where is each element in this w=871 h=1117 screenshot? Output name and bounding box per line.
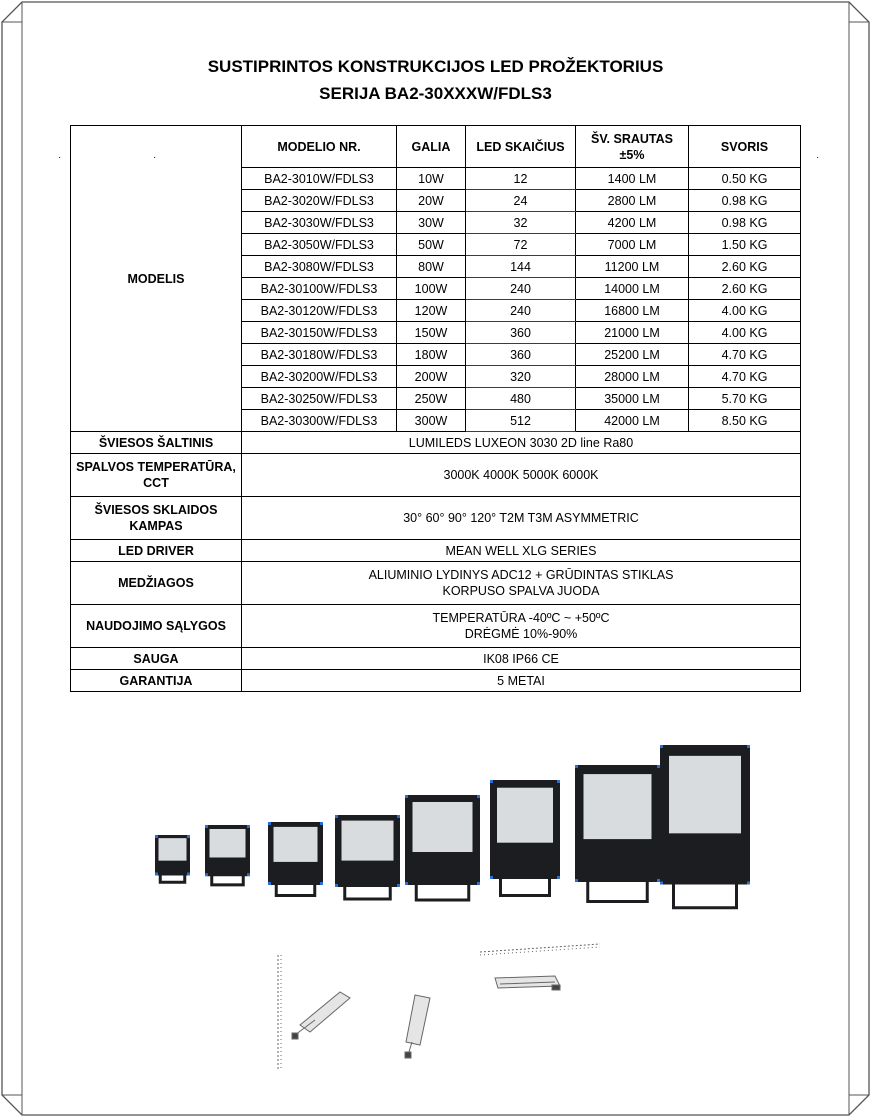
spec-label: SPALVOS TEMPERATŪRA, CCT	[71, 454, 242, 497]
floodlight	[490, 780, 560, 896]
model-cell: BA2-30200W/FDLS3	[242, 366, 397, 388]
model-cell: BA2-30120W/FDLS3	[242, 300, 397, 322]
spec-label: LED DRIVER	[71, 540, 242, 562]
leds-cell: 240	[466, 278, 576, 300]
spec-value-line: DRĖGMĖ 10%-90%	[464, 627, 578, 641]
spec-value	[242, 648, 801, 670]
header-leds: LED SKAIČIUS	[466, 126, 576, 168]
flux-cell: 25200 LM	[576, 344, 689, 366]
dot-mark: ·	[153, 152, 157, 163]
model-cell: BA2-3050W/FDLS3	[242, 234, 397, 256]
weight-cell: 0.98 KG	[689, 190, 801, 212]
spec-value-line: 30° 60° 90° 120° T2M T3M ASYMMETRIC	[403, 511, 639, 525]
model-cell: BA2-30250W/FDLS3	[242, 388, 397, 410]
floodlight	[205, 825, 250, 885]
flux-cell: 4200 LM	[576, 212, 689, 234]
weight-cell: 4.70 KG	[689, 366, 801, 388]
spec-row	[71, 497, 801, 540]
model-cell: BA2-30180W/FDLS3	[242, 344, 397, 366]
leds-cell: 24	[466, 190, 576, 212]
power-cell: 10W	[397, 168, 466, 190]
spec-value-line: MEAN WELL XLG SERIES	[445, 543, 597, 558]
flux-cell: 35000 LM	[576, 388, 689, 410]
spec-value-line: TEMPERATŪRA -40ºC ~ +50ºC	[432, 611, 610, 625]
flux-cell: 7000 LM	[576, 234, 689, 256]
spec-label: GARANTIJA	[71, 670, 242, 692]
flux-cell: 42000 LM	[576, 410, 689, 432]
spec-row	[71, 670, 801, 692]
flux-cell: 16800 LM	[576, 300, 689, 322]
spec-value	[242, 670, 801, 692]
leds-cell: 360	[466, 322, 576, 344]
model-cell: BA2-3020W/FDLS3	[242, 190, 397, 212]
spec-label: SAUGA	[71, 648, 242, 670]
power-cell: 80W	[397, 256, 466, 278]
weight-cell: 0.50 KG	[689, 168, 801, 190]
leds-cell: 32	[466, 212, 576, 234]
weight-cell: 4.00 KG	[689, 300, 801, 322]
power-cell: 20W	[397, 190, 466, 212]
spec-table	[70, 125, 801, 692]
weight-cell: 8.50 KG	[689, 410, 801, 432]
floodlight	[660, 745, 750, 908]
spec-row	[71, 648, 801, 670]
header-power: GALIA	[397, 126, 466, 168]
leds-cell: 320	[466, 366, 576, 388]
spec-label: ŠVIESOS SKLAIDOS KAMPAS	[71, 497, 242, 540]
floodlight	[405, 795, 480, 900]
flux-cell: 14000 LM	[576, 278, 689, 300]
power-cell: 50W	[397, 234, 466, 256]
weight-cell: 2.60 KG	[689, 256, 801, 278]
floodlight-product-image	[150, 740, 750, 915]
leds-cell: 144	[466, 256, 576, 278]
dot-mark: ·	[58, 152, 62, 163]
mounting-diagrams	[270, 940, 620, 1080]
spec-value-line: KORPUSO SPALVA JUODA	[442, 584, 600, 598]
power-cell: 100W	[397, 278, 466, 300]
flux-cell: 11200 LM	[576, 256, 689, 278]
document-title: SUSTIPRINTOS KONSTRUKCIJOS LED PROŽEKTORIUS	[207, 57, 664, 76]
flux-cell: 2800 LM	[576, 190, 689, 212]
model-cell: BA2-3030W/FDLS3	[242, 212, 397, 234]
spec-value-line: ALIUMINIO LYDINYS ADC12 + GRŪDINTAS STIKLAS	[368, 568, 674, 582]
weight-cell: 5.70 KG	[689, 388, 801, 410]
header-weight: SVORIS	[689, 126, 801, 168]
spec-value	[242, 497, 801, 540]
model-cell: BA2-30100W/FDLS3	[242, 278, 397, 300]
floodlight	[155, 835, 190, 882]
spec-value	[242, 540, 801, 562]
model-cell: BA2-3080W/FDLS3	[242, 256, 397, 278]
spec-row	[71, 562, 801, 605]
flux-cell: 1400 LM	[576, 168, 689, 190]
spec-value	[242, 432, 801, 454]
model-cell: BA2-30150W/FDLS3	[242, 322, 397, 344]
weight-cell: 1.50 KG	[689, 234, 801, 256]
document-subtitle: SERIJA BA2-30XXXW/FDLS3	[319, 84, 552, 103]
spec-value	[242, 605, 801, 648]
leds-cell: 512	[466, 410, 576, 432]
floodlight	[335, 815, 400, 899]
leds-cell: 360	[466, 344, 576, 366]
weight-cell: 2.60 KG	[689, 278, 801, 300]
power-cell: 200W	[397, 366, 466, 388]
flux-cell: 21000 LM	[576, 322, 689, 344]
spec-row	[71, 454, 801, 497]
spec-row	[71, 540, 801, 562]
spec-value	[242, 562, 801, 605]
weight-cell: 0.98 KG	[689, 212, 801, 234]
power-cell: 30W	[397, 212, 466, 234]
floodlight	[575, 765, 660, 902]
model-cell: BA2-30300W/FDLS3	[242, 410, 397, 432]
leds-cell: 12	[466, 168, 576, 190]
flux-cell: 28000 LM	[576, 366, 689, 388]
power-cell: 120W	[397, 300, 466, 322]
models-label: MODELIS	[71, 126, 242, 432]
header-model: MODELIO NR.	[242, 126, 397, 168]
table-header-row	[71, 126, 801, 168]
weight-cell: 4.00 KG	[689, 322, 801, 344]
power-cell: 300W	[397, 410, 466, 432]
spec-value-line: 3000K 4000K 5000K 6000K	[443, 468, 599, 482]
power-cell: 250W	[397, 388, 466, 410]
power-cell: 150W	[397, 322, 466, 344]
spec-value-line: LUMILEDS LUXEON 3030 2D line Ra80	[408, 435, 634, 450]
spec-value-line: 5 METAI	[497, 673, 545, 688]
spec-value-line: IK08 IP66 CE	[483, 651, 559, 666]
spec-label: NAUDOJIMO SĄLYGOS	[71, 605, 242, 648]
spec-value	[242, 454, 801, 497]
model-cell: BA2-3010W/FDLS3	[242, 168, 397, 190]
weight-cell: 4.70 KG	[689, 344, 801, 366]
leds-cell: 72	[466, 234, 576, 256]
spec-label: MEDŽIAGOS	[71, 562, 242, 605]
leds-cell: 480	[466, 388, 576, 410]
dot-mark: ·	[816, 152, 820, 163]
header-flux: ŠV. SRAUTAS ±5%	[576, 126, 689, 168]
power-cell: 180W	[397, 344, 466, 366]
floodlight	[268, 822, 323, 896]
leds-cell: 240	[466, 300, 576, 322]
spec-row	[71, 605, 801, 648]
spec-label: ŠVIESOS ŠALTINIS	[71, 432, 242, 454]
spec-row	[71, 432, 801, 454]
